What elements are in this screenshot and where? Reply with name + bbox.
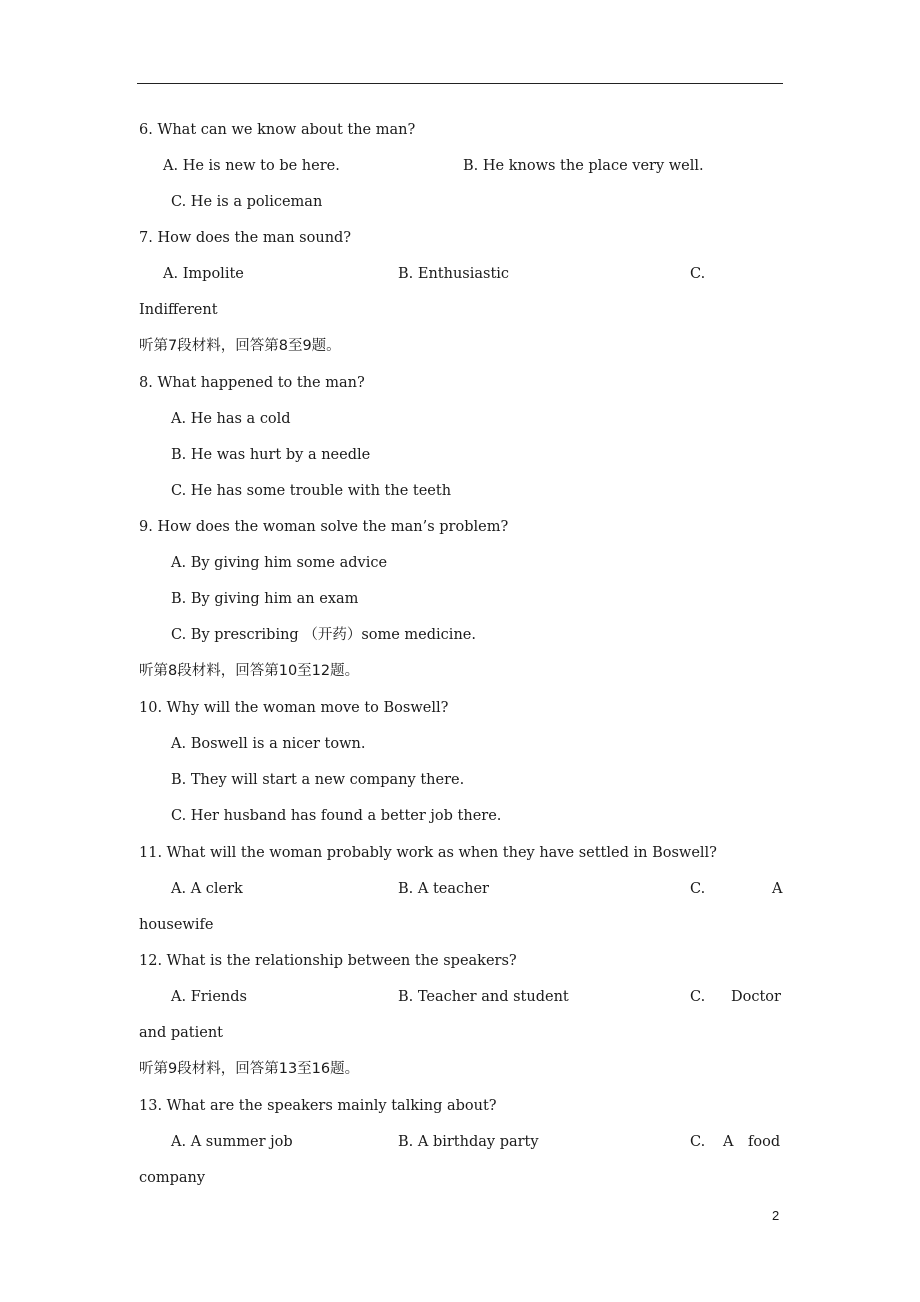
q7-option-a: A. Impolite (163, 266, 244, 282)
q13-option-c-text: company (139, 1170, 206, 1186)
q7-option-c-text: Indifferent (139, 302, 218, 318)
question-8: 8. What happened to the man? (139, 375, 365, 391)
question-12: 12. What is the relationship between the speakers? (139, 953, 517, 969)
q6-option-a: A. He is new to be here. (163, 158, 340, 174)
q9-option-c: C. By prescribing （开药）some medicine. (171, 627, 476, 643)
question-13: 13. What are the speakers mainly talking about? (139, 1098, 497, 1114)
question-9: 9. How does the woman solve the man’s problem? (139, 519, 509, 535)
q13-option-a: A. A summer job (171, 1134, 293, 1150)
q6-option-b: B. He knows the place very well. (463, 158, 704, 174)
q8-option-b: B. He was hurt by a needle (171, 447, 371, 463)
q9-option-a: A. By giving him some advice (171, 555, 388, 571)
q11-option-c-article: A (772, 881, 783, 897)
q6-option-c: C. He is a policeman (171, 194, 323, 210)
q12-option-c-word: Doctor (731, 989, 781, 1005)
q7-option-c-label: C. (690, 266, 706, 282)
q7-option-b: B. Enthusiastic (398, 266, 510, 282)
q10-option-a: A. Boswell is a nicer town. (171, 736, 366, 752)
q11-option-c-text: housewife (139, 917, 214, 933)
header-rule (137, 83, 783, 84)
q12-option-a: A. Friends (171, 989, 247, 1005)
question-6: 6. What can we know about the man? (139, 122, 416, 138)
page-number: 2 (772, 1208, 780, 1223)
section-8-instruction: 听第8段材料，回答第10至12题。 (139, 663, 360, 679)
question-11: 11. What will the woman probably work as when they have settled in Boswell? (139, 845, 717, 861)
q13-option-b: B. A birthday party (398, 1134, 539, 1150)
question-7: 7. How does the man sound? (139, 230, 352, 246)
q11-option-b: B. A teacher (398, 881, 489, 897)
section-7-instruction: 听第7段材料，回答第8至9题。 (139, 338, 341, 354)
q13-option-c-label: C. (690, 1134, 706, 1150)
q13-option-c-word: food (748, 1134, 781, 1150)
q8-option-a: A. He has a cold (171, 411, 291, 427)
question-10: 10. Why will the woman move to Boswell? (139, 700, 449, 716)
q12-option-c-label: C. (690, 989, 706, 1005)
q13-option-c-article: A (723, 1134, 734, 1150)
q12-option-b: B. Teacher and student (398, 989, 569, 1005)
section-9-instruction: 听第9段材料，回答第13至16题。 (139, 1061, 360, 1077)
q12-option-c-text: and patient (139, 1025, 224, 1041)
q10-option-b: B. They will start a new company there. (171, 772, 465, 788)
q9-option-b: B. By giving him an exam (171, 591, 359, 607)
q11-option-a: A. A clerk (171, 881, 243, 897)
q10-option-c: C. Her husband has found a better job there. (171, 808, 502, 824)
q11-option-c-label: C. (690, 881, 706, 897)
q8-option-c: C. He has some trouble with the teeth (171, 483, 452, 499)
